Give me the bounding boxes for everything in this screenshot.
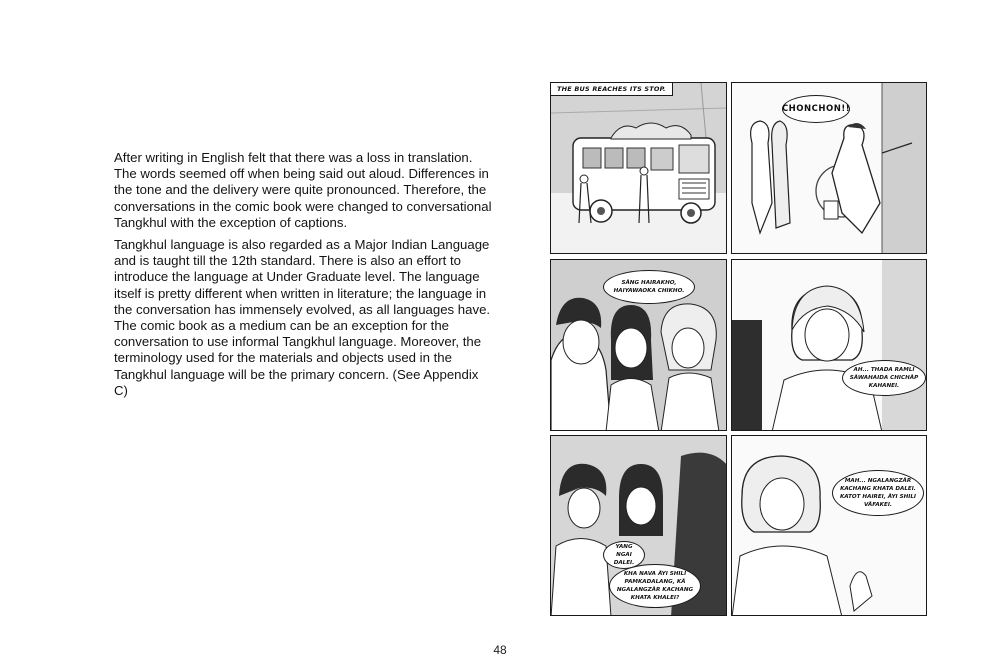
girl-illustration <box>732 260 927 431</box>
page-number: 48 <box>493 643 507 657</box>
paragraph-tangkhul-language: Tangkhul language is also regarded as a Major Indian Language and is taught till the 12th standard. There is also an effort to introduce the language at Under Graduate level. The language itself is pretty different when written in literature; the language in the conversation has immensely evolved, as all languages have. The comic book as a medium can be an exception for the conversation to use informal Tangkhul language. Moreover, the terminology used for the materials and objects used in the Tangkhul language will be the primary concern. (See Appendix C) <box>114 237 491 398</box>
comic-panel-girl-answer <box>731 435 927 616</box>
speech-bubble-reply: AH... THADA RAMLI SÂWAHAIDA CHICHÂP KAHANEI. <box>842 360 926 396</box>
comic-panel-bus <box>550 82 727 254</box>
bus-illustration <box>551 83 727 254</box>
comic-page <box>550 82 927 616</box>
speech-bubble-question: KHA NAVA ÂYI SHILI PAMKADALANG, KÂ NGALANGZÂR KACHANG KHATA KHALEI? <box>609 564 701 608</box>
girl-answer-illustration <box>732 436 927 616</box>
paragraph-translation: After writing in English felt that there was a loss in translation. The words seemed off when being said out aloud. Differences in the tone and the delivery were quite pronounced. Therefore, the conversations in the comic book were changed to conversational Tangkhul with the exception of captions. <box>114 150 492 230</box>
comic-panel-greeting <box>731 82 927 254</box>
speech-bubble-yang: YANG NGAI DALEI. <box>603 541 645 569</box>
speech-bubble-greeting: SÂNG HAIRAKHO, HAIYAWAOKA CHIKHO. <box>603 270 695 304</box>
comic-panel-girl-reply <box>731 259 927 431</box>
speech-bubble-answer: MAH... NGALANGZÂR KACHANG KHATA DALEI. KATOT HAIREI, ÂYI SHILI VÂFAKEI. <box>832 470 924 516</box>
body-text-column <box>114 150 494 405</box>
panel-caption: THE BUS REACHES ITS STOP. <box>550 82 673 96</box>
comic-panel-conversation <box>550 435 727 616</box>
speech-bubble-chonchon: CHONCHON!! <box>782 95 850 123</box>
comic-panel-friends <box>550 259 727 431</box>
